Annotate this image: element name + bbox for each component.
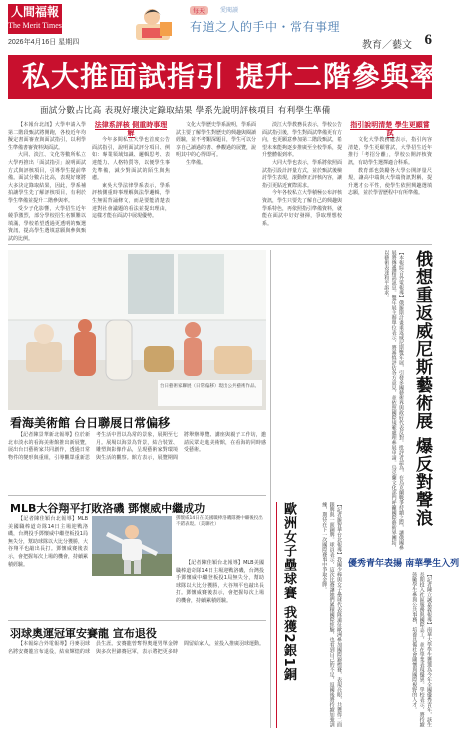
section-divider xyxy=(8,244,432,245)
softball-article-text: 【記者羅智華台北報導】我國少棒與女子壘球代表隊遠征歐洲參加國際錦標賽，表現亮眼，共獲得二面銀牌與一面銅牌。球員表示，這次比賽讓她們累積國際經驗，也看到自己的不足，返國後將持續加強訓練，期待在下一次國際賽事中爭取金牌。 xyxy=(321,502,342,727)
lead-subhead: 面試分數占比高 表現好壞決定錄取結果 學系先說明評核項目 有利學生準備 xyxy=(40,106,331,116)
lead-column-1 xyxy=(8,122,86,240)
lead-paragraph: 大同、淡江、文化等數所私立大學再推出「面試指引」說明面試方式與評核項目，引導學生提前準備。面試分數占比高，表現好壞將大多決定錄取結果，因此，學系補拍讓學生先了解評核項目，有利於學生準備並提升二階參與率。 xyxy=(8,152,86,204)
lead-paragraph: 今年多間私立大學也首度公告面試指引，說明面試評分項目、例如：專業領域知識、邏輯思考、表達能力、人格特質等，以便學生事先準備，減少對面試的陌生與焦慮。 xyxy=(92,137,170,182)
baseball-photo-caption: 鄧懷威14日在美國職棒洛磯隊賽中繼後投出不錯表現。（美聯社） xyxy=(176,516,263,527)
banner-slogan: 有道之人的手中・常有事理 xyxy=(190,20,341,34)
athlete-article-text: 【本報綜合外電報導】丹麥羽球名將安賽龍宣布退役，結束輝煌的球員生涯。安賽龍曾奪得奧運男單金牌與多次世錦賽冠軍，表示將把更多時間留給家人，並投入推廣羽球運動。 xyxy=(8,641,265,655)
banner-tag: 愛閱讀 xyxy=(220,7,239,14)
youth-article-body xyxy=(348,572,432,728)
lead-column-title: 法律系評核 側重時事理解 xyxy=(94,121,168,137)
baseball-article-text: 【記者陳佳穎台北報導】MLB美國職棒道奇隊14日主場迎戰洛磯，台灣投手鄧懷威中繼登板投1局無失分，幫助球隊以大比分獲勝，大谷翔平也敲出長打。鄧懷威賽後表示，會把握每次上場的機會，持續累積經驗。 xyxy=(8,516,89,568)
lead-paragraph: 大同大學也表示，學系將依照面試指引設計評量方式，並於甄試後檢討學生表現，滾動修正評核內容，讓指引更貼近實際需求。 xyxy=(262,159,343,189)
section-divider xyxy=(8,620,266,621)
youth-headline[interactable]: 優秀青年表揚 南華學生入列 xyxy=(348,559,459,569)
athlete-headline[interactable]: 羽球奧運冠軍安賽龍 宣布退役 xyxy=(10,627,157,640)
lead-column-4 xyxy=(262,122,342,240)
baseball-headline[interactable]: MLB大谷翔平打敗洛磯 鄧懷威中繼成功 xyxy=(10,502,206,515)
museum-photo-caption: 台日藝術家聯展（日常偏移）現出公共藝術作品。 xyxy=(160,384,259,389)
baseball-article-body xyxy=(8,516,88,616)
reading-banner xyxy=(120,4,341,42)
museum-photo[interactable] xyxy=(8,250,266,410)
lead-paragraph: 生準備。 xyxy=(186,159,207,166)
baseball-article-continued xyxy=(176,560,264,616)
lead-column-2 xyxy=(92,122,170,240)
logo-chinese: 人間福報 xyxy=(10,5,59,19)
lead-paragraph: 今年各校私立大學積極公布評核資訊，學生只要先了解自己的興趣與學系特色，再依照指引準備資料，就能在面試中好好發揮，爭取理想校系。 xyxy=(262,190,343,227)
baseball-article-text-continued: 【記者陳佳穎台北報導】MLB美國職棒道奇隊14日主場迎戰洛磯，台灣投手鄧懷威中繼登板投1局無失分，幫助球隊以大比分獲勝，大谷翔平也敲出長打。鄧懷威賽後表示，會把握每次上場的機會，持續累積經驗。 xyxy=(176,560,264,604)
logo-english: The Merit Times xyxy=(8,21,62,30)
masthead xyxy=(8,4,432,50)
dateline: 2026年4月16日 星期四 xyxy=(8,39,80,46)
reading-girl-illustration xyxy=(132,4,176,44)
newspaper-logo[interactable] xyxy=(8,4,62,34)
softball-article-body xyxy=(298,502,342,728)
lead-column-title: 指引說明清楚 學生更願嘗試 xyxy=(350,121,430,137)
baseball-photo[interactable] xyxy=(92,516,172,576)
section-divider xyxy=(8,495,266,496)
lead-paragraph: 【本報台北訊】大學申請入學第二階段甄試將開跑，各校近年均擬定書面審查與面試指引，以利學生準備書審資料與面試。 xyxy=(8,122,86,151)
youth-article-text: 【記者陳立誠嘉義報導】南華大學學生獲選為今年全國優秀青年，該生長期投入社區服務與國際志工，並在學業表現優異。學校表示，將持續鼓勵學生參與公共事務，培養具備社會關懷與國際視野的人才。 xyxy=(411,572,432,727)
lead-paragraph: 文化大學歷史學系說明，學系面試主要了解學生對歷史的興趣與閱讀經驗，並不考艱深題目，學生可以分享自己讀過的書、參觀過的展覽，說明其中的心得即可。 xyxy=(176,122,257,159)
museum-article-body xyxy=(8,432,266,492)
museum-article-text: 【記者陳景華新北報導】位於新北市淡水的看海美術館推出新展覽，展出台日藝術家共同創作，透過日常物件的變形與重組，引導觀眾重新思考生活中習以為常的景象，展期至七月。展場以海景為背景，結合裝置、雕塑與影像作品，呈現藝術家對環境與生活的觀察。館方表示，展覽期間將舉辦導覽、講座與親子工作坊，邀請民眾走進美術館，在看海的同時感受藝術。 xyxy=(8,432,266,461)
lead-headline[interactable]: 私大推面試指引 提升二階參與率 xyxy=(22,60,439,93)
section-name: 教育／藝文 xyxy=(362,40,412,51)
pitcher-image xyxy=(92,516,172,576)
lead-column-5 xyxy=(348,122,432,240)
banner-badge: 每天 xyxy=(190,6,208,15)
lead-paragraph: 東吳大學法律學系表示，學系評核側重時事理解與法學邏輯，學生無需背誦條文，而是要能清楚表達對社會議題的看法並提出理由，這樣才能在面試中展現優勢。 xyxy=(92,182,170,220)
page-number: 6 xyxy=(424,32,432,48)
venice-headline[interactable]: 俄想重返威尼斯藝術展 爆反對聲浪 xyxy=(412,250,432,527)
lead-column-3 xyxy=(176,122,256,240)
lead-paragraph: 教育部也鼓勵各大學公開評量尺規，讓高中端與大學端資訊對稱，提升選才公平性，使學生依照興趣選填志願，並於學習歷程中有所準備。 xyxy=(348,167,432,197)
athlete-article-body xyxy=(8,641,266,729)
lead-paragraph: 淡江大學教務長表示，學校公告面試指引後，學生對面試準備更有方向，也更願意參加第二階段甄試，希望未來能夠逐步推廣至全校學系，提升整體報到率。 xyxy=(262,122,343,159)
lead-headline-bar xyxy=(8,55,439,99)
softball-headline[interactable]: 歐洲女子壘球賽 我獲2銀1銅 xyxy=(276,502,298,728)
museum-headline[interactable]: 看海美術館 台日聯展日常偏移 xyxy=(10,416,171,430)
lead-paragraph: 文化大學教務處表示，指引內容清楚，學生更願嘗試，大學招生近年推行「考招分離」，學校公開評核資訊，有助學生選擇適合科系。 xyxy=(348,137,432,166)
column-divider xyxy=(270,250,271,728)
venice-article-text: 【本報綜合外電報導】俄羅斯計畫重返威尼斯雙年展，引發多國藝術界與政府代表反對。批評者認為，在烏克蘭戰爭持續之際，讓俄國參展將傳遞錯誤訊息。雙年展主辦單位表示，將審慎評估各方意見，並依照國際規範處理參展申請。烏克蘭文化部門呼籲國際藝術界團結，以藝術表達和平訴求。 xyxy=(383,250,404,550)
lead-paragraph: 受少子化影響，大學招生近年競爭激烈，部分學校招生名額難以填滿，學校希望透過更透明的甄選資訊，提高學生選填意願與參與甄試的比例。 xyxy=(8,205,86,242)
